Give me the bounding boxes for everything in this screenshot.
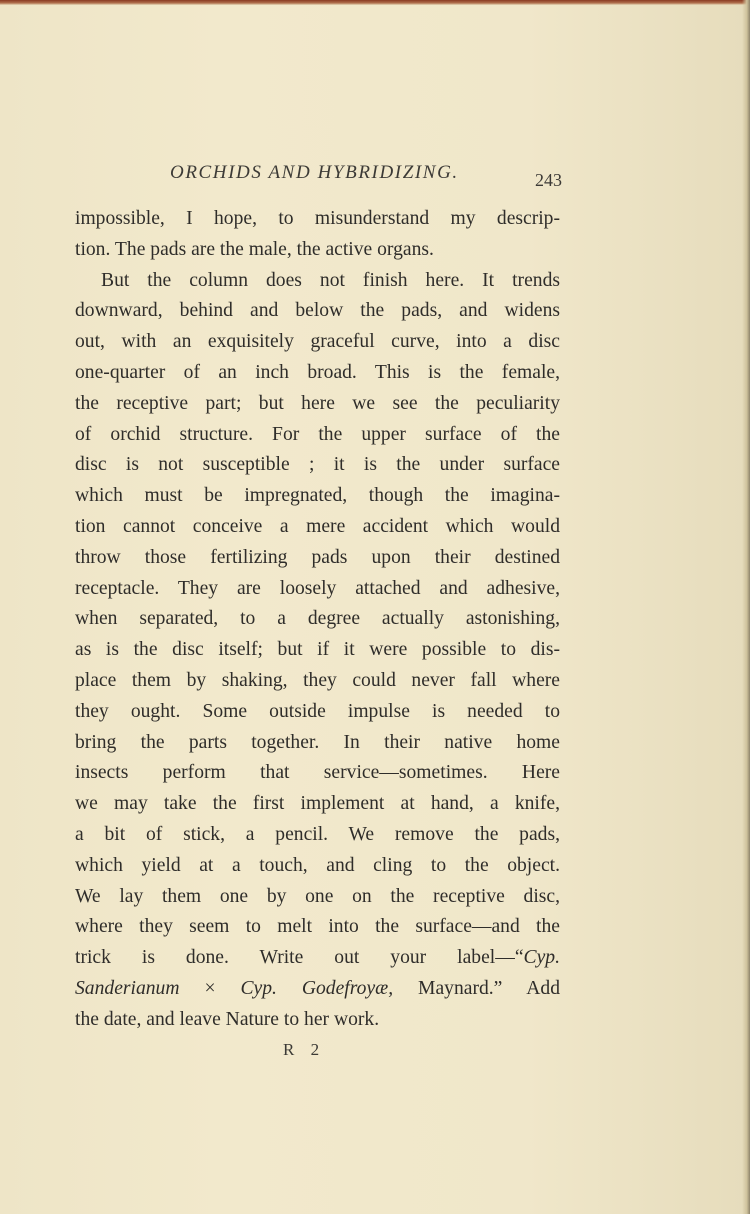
text-line: receptacle. They are loosely attached and adhesive, — [75, 577, 560, 599]
text-line — [75, 974, 560, 1005]
text-run: Maynard.” Add — [393, 977, 560, 999]
text-line: a bit of stick, a pencil. We remove the pads, — [75, 823, 560, 845]
text-line: which yield at a touch, and cling to the object. — [75, 854, 560, 876]
text-line: place them by shaking, they could never fall where — [75, 669, 560, 691]
text-line: as is the disc itself; but if it were possible to dis- — [75, 639, 560, 661]
body-text — [75, 204, 560, 1036]
text-line: We lay them one by one on the receptive disc, — [75, 885, 560, 907]
text-line: one-quarter of an inch broad. This is the female, — [75, 361, 560, 383]
text-line: tion cannot conceive a mere accident which would — [75, 515, 560, 537]
page-top-edge — [0, 0, 750, 5]
italic-text: Cyp. Godefroyæ, — [240, 977, 394, 999]
running-head: ORCHIDS AND HYBRIDIZING. — [170, 162, 459, 183]
text-line: insects perform that service—sometimes. Here — [75, 762, 560, 784]
italic-text: Sanderianum — [75, 977, 180, 999]
text-line: But the column does not finish here. It trends — [101, 269, 560, 291]
text-line: impossible, I hope, to misunderstand my descrip- — [75, 208, 560, 229]
text-line: out, with an exquisitely graceful curve, into a disc — [75, 331, 560, 353]
text-run: × — [179, 977, 241, 999]
text-line: tion. The pads are the male, the active organs. — [75, 238, 434, 260]
page-header — [0, 160, 750, 200]
text-line: bring the parts together. In their native home — [75, 731, 560, 753]
text-line: where they seem to melt into the surface—and the — [75, 916, 560, 938]
page-number: 243 — [535, 170, 562, 190]
text-run: trick is done. Write out your label—“ — [75, 947, 524, 969]
signature-mark: R 2 — [283, 1040, 326, 1059]
text-line: we may take the first implement at hand, a knife, — [75, 793, 560, 815]
text-line: they ought. Some outside impulse is needed to — [75, 700, 560, 722]
text-line: the date, and leave Nature to her work. — [75, 1008, 380, 1030]
text-line: the receptive part; but here we see the peculiarity — [75, 392, 560, 414]
text-line: downward, behind and below the pads, and widens — [75, 300, 560, 322]
italic-text: Cyp. — [523, 947, 560, 969]
text-line: throw those fertilizing pads upon their destined — [75, 546, 560, 568]
text-line: disc is not susceptible ; it is the under surface — [75, 454, 560, 476]
text-line: which must be impregnated, though the imagina- — [75, 485, 560, 507]
text-line — [75, 943, 560, 974]
text-line: when separated, to a degree actually astonishing, — [75, 608, 560, 630]
text-line: of orchid structure. For the upper surface of the — [75, 423, 560, 445]
